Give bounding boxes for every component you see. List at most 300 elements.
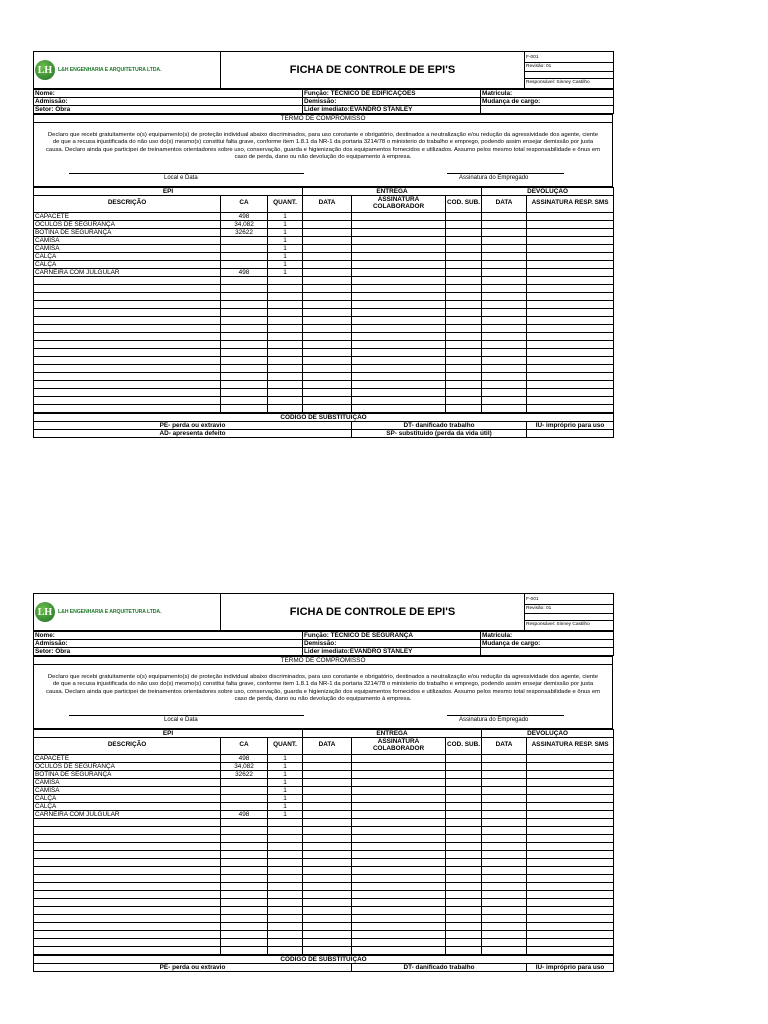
table-row xyxy=(34,890,614,898)
item-collaborator-signature[interactable] xyxy=(352,292,446,300)
item-return-date[interactable] xyxy=(482,388,527,396)
empty-cell xyxy=(527,429,614,437)
item-delivery-date[interactable] xyxy=(303,284,352,292)
role-change-field[interactable]: Mudança de cargo: xyxy=(481,98,614,106)
item-delivery-date[interactable] xyxy=(303,858,352,866)
item-collaborator-signature[interactable] xyxy=(352,236,446,244)
item-return-date[interactable] xyxy=(482,906,527,914)
item-substitution-code[interactable] xyxy=(446,404,482,412)
item-collaborator-signature[interactable] xyxy=(352,770,446,778)
item-sms-signature[interactable] xyxy=(527,300,614,308)
item-collaborator-signature[interactable] xyxy=(352,914,446,922)
item-substitution-code[interactable] xyxy=(446,858,482,866)
item-collaborator-signature[interactable] xyxy=(352,316,446,324)
item-sms-signature[interactable] xyxy=(527,802,614,810)
item-substitution-code[interactable] xyxy=(446,276,482,284)
item-return-date[interactable] xyxy=(482,922,527,930)
item-delivery-date[interactable] xyxy=(303,874,352,882)
item-delivery-date[interactable] xyxy=(303,770,352,778)
item-collaborator-signature[interactable] xyxy=(352,754,446,762)
item-sms-signature[interactable] xyxy=(527,882,614,890)
item-delivery-date[interactable] xyxy=(303,922,352,930)
form-title: FICHA DE CONTROLE DE EPI'S xyxy=(221,594,525,631)
item-collaborator-signature[interactable] xyxy=(352,818,446,826)
item-return-date[interactable] xyxy=(482,228,527,236)
item-collaborator-signature[interactable] xyxy=(352,348,446,356)
item-collaborator-signature[interactable] xyxy=(352,946,446,954)
item-delivery-date[interactable] xyxy=(303,850,352,858)
item-return-date[interactable] xyxy=(482,364,527,372)
item-description xyxy=(34,906,221,914)
item-sms-signature[interactable] xyxy=(527,388,614,396)
item-return-date[interactable] xyxy=(482,300,527,308)
item-collaborator-signature[interactable] xyxy=(352,930,446,938)
item-return-date[interactable] xyxy=(482,914,527,922)
item-quantity: 1 xyxy=(268,778,303,786)
col-return-date: DATA xyxy=(482,737,527,754)
item-return-date[interactable] xyxy=(482,786,527,794)
item-description xyxy=(34,332,221,340)
item-delivery-date[interactable] xyxy=(303,794,352,802)
item-collaborator-signature[interactable] xyxy=(352,826,446,834)
item-return-date[interactable] xyxy=(482,874,527,882)
item-delivery-date[interactable] xyxy=(303,802,352,810)
item-quantity xyxy=(268,356,303,364)
item-sms-signature[interactable] xyxy=(527,906,614,914)
item-sms-signature[interactable] xyxy=(527,212,614,220)
item-collaborator-signature[interactable] xyxy=(352,866,446,874)
item-substitution-code[interactable] xyxy=(446,818,482,826)
item-return-date[interactable] xyxy=(482,810,527,818)
item-sms-signature[interactable] xyxy=(527,348,614,356)
item-return-date[interactable] xyxy=(482,866,527,874)
table-row xyxy=(34,762,614,770)
item-delivery-date[interactable] xyxy=(303,826,352,834)
item-substitution-code[interactable] xyxy=(446,300,482,308)
item-collaborator-signature[interactable] xyxy=(352,396,446,404)
item-sms-signature[interactable] xyxy=(527,260,614,268)
item-substitution-code[interactable] xyxy=(446,212,482,220)
item-collaborator-signature[interactable] xyxy=(352,276,446,284)
item-collaborator-signature[interactable] xyxy=(352,858,446,866)
item-substitution-code[interactable] xyxy=(446,380,482,388)
item-delivery-date[interactable] xyxy=(303,818,352,826)
employee-signature-label: Assinatura do Empregado xyxy=(459,716,529,723)
item-ca xyxy=(221,842,268,850)
item-return-date[interactable] xyxy=(482,268,527,276)
table-row xyxy=(34,260,614,268)
item-sms-signature[interactable] xyxy=(527,244,614,252)
item-delivery-date[interactable] xyxy=(303,268,352,276)
item-substitution-code[interactable] xyxy=(446,236,482,244)
item-delivery-date[interactable] xyxy=(303,220,352,228)
item-delivery-date[interactable] xyxy=(303,244,352,252)
item-delivery-date[interactable] xyxy=(303,786,352,794)
item-return-date[interactable] xyxy=(482,316,527,324)
item-collaborator-signature[interactable] xyxy=(352,380,446,388)
item-delivery-date[interactable] xyxy=(303,348,352,356)
item-substitution-code[interactable] xyxy=(446,356,482,364)
item-substitution-code[interactable] xyxy=(446,228,482,236)
item-delivery-date[interactable] xyxy=(303,340,352,348)
item-sms-signature[interactable] xyxy=(527,818,614,826)
item-sms-signature[interactable] xyxy=(527,938,614,946)
item-delivery-date[interactable] xyxy=(303,396,352,404)
item-collaborator-signature[interactable] xyxy=(352,834,446,842)
item-substitution-code[interactable] xyxy=(446,786,482,794)
item-return-date[interactable] xyxy=(482,882,527,890)
item-substitution-code[interactable] xyxy=(446,882,482,890)
item-collaborator-signature[interactable] xyxy=(352,252,446,260)
item-return-date[interactable] xyxy=(482,778,527,786)
item-substitution-code[interactable] xyxy=(446,260,482,268)
item-return-date[interactable] xyxy=(482,236,527,244)
item-return-date[interactable] xyxy=(482,850,527,858)
item-collaborator-signature[interactable] xyxy=(352,220,446,228)
item-sms-signature[interactable] xyxy=(527,874,614,882)
item-description xyxy=(34,316,221,324)
item-return-date[interactable] xyxy=(482,858,527,866)
item-delivery-date[interactable] xyxy=(303,754,352,762)
item-collaborator-signature[interactable] xyxy=(352,404,446,412)
item-return-date[interactable] xyxy=(482,284,527,292)
item-sms-signature[interactable] xyxy=(527,404,614,412)
table-row xyxy=(34,810,614,818)
item-delivery-date[interactable] xyxy=(303,212,352,220)
item-description xyxy=(34,404,221,412)
item-substitution-code[interactable] xyxy=(446,292,482,300)
item-delivery-date[interactable] xyxy=(303,778,352,786)
employee-registration-field[interactable]: Matricula: xyxy=(481,90,614,98)
section-epi: EPI xyxy=(34,729,303,737)
item-return-date[interactable] xyxy=(482,818,527,826)
item-substitution-code[interactable] xyxy=(446,388,482,396)
item-substitution-code[interactable] xyxy=(446,842,482,850)
employee-role-field[interactable]: Função: TÉCNICO DE EDIFICAÇÕES xyxy=(303,90,481,98)
item-substitution-code[interactable] xyxy=(446,946,482,954)
employee-name-field[interactable]: Nome: xyxy=(34,632,303,640)
item-collaborator-signature[interactable] xyxy=(352,810,446,818)
item-delivery-date[interactable] xyxy=(303,762,352,770)
item-collaborator-signature[interactable] xyxy=(352,356,446,364)
employee-role-field[interactable]: Função: TÉCNICO DE SEGURANÇA xyxy=(303,632,481,640)
item-collaborator-signature[interactable] xyxy=(352,260,446,268)
item-return-date[interactable] xyxy=(482,244,527,252)
item-return-date[interactable] xyxy=(482,842,527,850)
item-substitution-code[interactable] xyxy=(446,770,482,778)
item-return-date[interactable] xyxy=(482,396,527,404)
employee-name-field[interactable]: Nome: xyxy=(34,90,303,98)
item-delivery-date[interactable] xyxy=(303,404,352,412)
item-substitution-code[interactable] xyxy=(446,308,482,316)
item-substitution-code[interactable] xyxy=(446,244,482,252)
item-delivery-date[interactable] xyxy=(303,276,352,284)
item-return-date[interactable] xyxy=(482,212,527,220)
item-return-date[interactable] xyxy=(482,762,527,770)
item-sms-signature[interactable] xyxy=(527,898,614,906)
item-collaborator-signature[interactable] xyxy=(352,898,446,906)
item-delivery-date[interactable] xyxy=(303,810,352,818)
item-sms-signature[interactable] xyxy=(527,922,614,930)
item-substitution-code[interactable] xyxy=(446,922,482,930)
item-return-date[interactable] xyxy=(482,220,527,228)
item-delivery-date[interactable] xyxy=(303,898,352,906)
item-substitution-code[interactable] xyxy=(446,754,482,762)
role-change-field[interactable]: Mudança de cargo: xyxy=(481,640,614,648)
item-return-date[interactable] xyxy=(482,348,527,356)
item-return-date[interactable] xyxy=(482,308,527,316)
item-return-date[interactable] xyxy=(482,252,527,260)
item-delivery-date[interactable] xyxy=(303,316,352,324)
item-sms-signature[interactable] xyxy=(527,356,614,364)
item-substitution-code[interactable] xyxy=(446,324,482,332)
item-collaborator-signature[interactable] xyxy=(352,874,446,882)
item-substitution-code[interactable] xyxy=(446,252,482,260)
item-sms-signature[interactable] xyxy=(527,372,614,380)
item-collaborator-signature[interactable] xyxy=(352,300,446,308)
item-sms-signature[interactable] xyxy=(527,850,614,858)
item-return-date[interactable] xyxy=(482,946,527,954)
item-sms-signature[interactable] xyxy=(527,396,614,404)
item-delivery-date[interactable] xyxy=(303,236,352,244)
item-substitution-code[interactable] xyxy=(446,914,482,922)
item-substitution-code[interactable] xyxy=(446,802,482,810)
item-delivery-date[interactable] xyxy=(303,834,352,842)
item-delivery-date[interactable] xyxy=(303,388,352,396)
location-date-line[interactable] xyxy=(69,173,304,174)
item-return-date[interactable] xyxy=(482,754,527,762)
item-substitution-code[interactable] xyxy=(446,890,482,898)
item-collaborator-signature[interactable] xyxy=(352,372,446,380)
item-sms-signature[interactable] xyxy=(527,220,614,228)
item-collaborator-signature[interactable] xyxy=(352,212,446,220)
item-return-date[interactable] xyxy=(482,890,527,898)
item-description: CALÇA xyxy=(34,794,221,802)
item-substitution-code[interactable] xyxy=(446,906,482,914)
item-substitution-code[interactable] xyxy=(446,930,482,938)
item-collaborator-signature[interactable] xyxy=(352,906,446,914)
item-substitution-code[interactable] xyxy=(446,332,482,340)
item-collaborator-signature[interactable] xyxy=(352,364,446,372)
item-collaborator-signature[interactable] xyxy=(352,762,446,770)
company-logo-icon: LH xyxy=(35,60,55,80)
item-delivery-date[interactable] xyxy=(303,380,352,388)
item-sms-signature[interactable] xyxy=(527,930,614,938)
item-substitution-code[interactable] xyxy=(446,364,482,372)
item-collaborator-signature[interactable] xyxy=(352,882,446,890)
item-return-date[interactable] xyxy=(482,794,527,802)
item-substitution-code[interactable] xyxy=(446,866,482,874)
item-collaborator-signature[interactable] xyxy=(352,284,446,292)
item-delivery-date[interactable] xyxy=(303,228,352,236)
item-collaborator-signature[interactable] xyxy=(352,268,446,276)
item-delivery-date[interactable] xyxy=(303,372,352,380)
item-return-date[interactable] xyxy=(482,930,527,938)
item-sms-signature[interactable] xyxy=(527,228,614,236)
item-delivery-date[interactable] xyxy=(303,292,352,300)
item-collaborator-signature[interactable] xyxy=(352,794,446,802)
item-substitution-code[interactable] xyxy=(446,898,482,906)
item-collaborator-signature[interactable] xyxy=(352,308,446,316)
table-row xyxy=(34,794,614,802)
item-delivery-date[interactable] xyxy=(303,882,352,890)
item-delivery-date[interactable] xyxy=(303,260,352,268)
item-return-date[interactable] xyxy=(482,260,527,268)
item-ca xyxy=(221,874,268,882)
item-delivery-date[interactable] xyxy=(303,324,352,332)
item-sms-signature[interactable] xyxy=(527,308,614,316)
item-collaborator-signature[interactable] xyxy=(352,244,446,252)
item-sms-signature[interactable] xyxy=(527,332,614,340)
item-sms-signature[interactable] xyxy=(527,364,614,372)
item-substitution-code[interactable] xyxy=(446,340,482,348)
item-sms-signature[interactable] xyxy=(527,754,614,762)
item-return-date[interactable] xyxy=(482,380,527,388)
employee-signature-line[interactable] xyxy=(447,173,564,174)
item-delivery-date[interactable] xyxy=(303,356,352,364)
item-return-date[interactable] xyxy=(482,356,527,364)
item-description xyxy=(34,356,221,364)
item-substitution-code[interactable] xyxy=(446,762,482,770)
item-return-date[interactable] xyxy=(482,332,527,340)
item-delivery-date[interactable] xyxy=(303,252,352,260)
item-delivery-date[interactable] xyxy=(303,308,352,316)
item-sms-signature[interactable] xyxy=(527,292,614,300)
admission-date-field[interactable]: Admissão: xyxy=(34,640,303,648)
item-sms-signature[interactable] xyxy=(527,380,614,388)
item-delivery-date[interactable] xyxy=(303,364,352,372)
item-sms-signature[interactable] xyxy=(527,340,614,348)
item-return-date[interactable] xyxy=(482,276,527,284)
col-substitution-code: COD. SUB. xyxy=(446,195,482,212)
item-collaborator-signature[interactable] xyxy=(352,938,446,946)
item-sms-signature[interactable] xyxy=(527,268,614,276)
item-delivery-date[interactable] xyxy=(303,300,352,308)
item-return-date[interactable] xyxy=(482,292,527,300)
item-return-date[interactable] xyxy=(482,834,527,842)
item-substitution-code[interactable] xyxy=(446,220,482,228)
sector-field[interactable]: Setor: Obra xyxy=(34,106,303,114)
item-substitution-code[interactable] xyxy=(446,284,482,292)
supervisor-field[interactable]: Lider imediato:EVANDRO STANLEY xyxy=(303,106,481,114)
employee-signature-line[interactable] xyxy=(447,715,564,716)
item-sms-signature[interactable] xyxy=(527,810,614,818)
item-sms-signature[interactable] xyxy=(527,316,614,324)
item-delivery-date[interactable] xyxy=(303,930,352,938)
item-return-date[interactable] xyxy=(482,770,527,778)
item-sms-signature[interactable] xyxy=(527,858,614,866)
location-date-line[interactable] xyxy=(69,715,304,716)
item-substitution-code[interactable] xyxy=(446,810,482,818)
item-sms-signature[interactable] xyxy=(527,842,614,850)
item-sms-signature[interactable] xyxy=(527,786,614,794)
dismissal-date-field[interactable]: Demissão: xyxy=(303,640,481,648)
item-collaborator-signature[interactable] xyxy=(352,786,446,794)
item-substitution-code[interactable] xyxy=(446,316,482,324)
item-quantity xyxy=(268,364,303,372)
item-delivery-date[interactable] xyxy=(303,866,352,874)
col-quantity: QUANT. xyxy=(268,195,303,212)
item-collaborator-signature[interactable] xyxy=(352,228,446,236)
item-delivery-date[interactable] xyxy=(303,842,352,850)
item-collaborator-signature[interactable] xyxy=(352,850,446,858)
item-collaborator-signature[interactable] xyxy=(352,802,446,810)
item-substitution-code[interactable] xyxy=(446,396,482,404)
item-sms-signature[interactable] xyxy=(527,236,614,244)
item-sms-signature[interactable] xyxy=(527,826,614,834)
item-return-date[interactable] xyxy=(482,372,527,380)
item-description xyxy=(34,890,221,898)
item-sms-signature[interactable] xyxy=(527,866,614,874)
item-substitution-code[interactable] xyxy=(446,268,482,276)
item-sms-signature[interactable] xyxy=(527,778,614,786)
item-collaborator-signature[interactable] xyxy=(352,340,446,348)
item-collaborator-signature[interactable] xyxy=(352,332,446,340)
item-substitution-code[interactable] xyxy=(446,372,482,380)
employee-registration-field[interactable]: Matricula: xyxy=(481,632,614,640)
item-sms-signature[interactable] xyxy=(527,770,614,778)
item-return-date[interactable] xyxy=(482,826,527,834)
item-substitution-code[interactable] xyxy=(446,874,482,882)
item-collaborator-signature[interactable] xyxy=(352,778,446,786)
item-delivery-date[interactable] xyxy=(303,938,352,946)
item-return-date[interactable] xyxy=(482,340,527,348)
item-sms-signature[interactable] xyxy=(527,276,614,284)
item-sms-signature[interactable] xyxy=(527,946,614,954)
item-sms-signature[interactable] xyxy=(527,834,614,842)
item-sms-signature[interactable] xyxy=(527,890,614,898)
item-collaborator-signature[interactable] xyxy=(352,922,446,930)
item-delivery-date[interactable] xyxy=(303,946,352,954)
item-sms-signature[interactable] xyxy=(527,284,614,292)
item-sms-signature[interactable] xyxy=(527,252,614,260)
item-ca xyxy=(221,802,268,810)
item-delivery-date[interactable] xyxy=(303,906,352,914)
admission-date-field[interactable]: Admissão: xyxy=(34,98,303,106)
item-return-date[interactable] xyxy=(482,802,527,810)
item-substitution-code[interactable] xyxy=(446,348,482,356)
item-sms-signature[interactable] xyxy=(527,914,614,922)
item-substitution-code[interactable] xyxy=(446,834,482,842)
item-delivery-date[interactable] xyxy=(303,914,352,922)
item-collaborator-signature[interactable] xyxy=(352,324,446,332)
supervisor-field[interactable]: Lider imediato:EVANDRO STANLEY xyxy=(303,648,481,656)
item-return-date[interactable] xyxy=(482,404,527,412)
item-substitution-code[interactable] xyxy=(446,938,482,946)
item-quantity: 1 xyxy=(268,260,303,268)
item-return-date[interactable] xyxy=(482,938,527,946)
item-sms-signature[interactable] xyxy=(527,762,614,770)
item-collaborator-signature[interactable] xyxy=(352,842,446,850)
item-substitution-code[interactable] xyxy=(446,778,482,786)
col-sms-signature: ASSINATURA RESP. SMS xyxy=(527,737,614,754)
item-substitution-code[interactable] xyxy=(446,826,482,834)
item-return-date[interactable] xyxy=(482,324,527,332)
item-substitution-code[interactable] xyxy=(446,850,482,858)
item-return-date[interactable] xyxy=(482,898,527,906)
item-delivery-date[interactable] xyxy=(303,890,352,898)
item-sms-signature[interactable] xyxy=(527,794,614,802)
col-substitution-code: COD. SUB. xyxy=(446,737,482,754)
item-collaborator-signature[interactable] xyxy=(352,388,446,396)
item-collaborator-signature[interactable] xyxy=(352,890,446,898)
employee-info xyxy=(33,631,614,656)
item-sms-signature[interactable] xyxy=(527,324,614,332)
item-substitution-code[interactable] xyxy=(446,794,482,802)
item-delivery-date[interactable] xyxy=(303,332,352,340)
sector-field[interactable]: Setor: Obra xyxy=(34,648,303,656)
dismissal-date-field[interactable]: Demissão: xyxy=(303,98,481,106)
